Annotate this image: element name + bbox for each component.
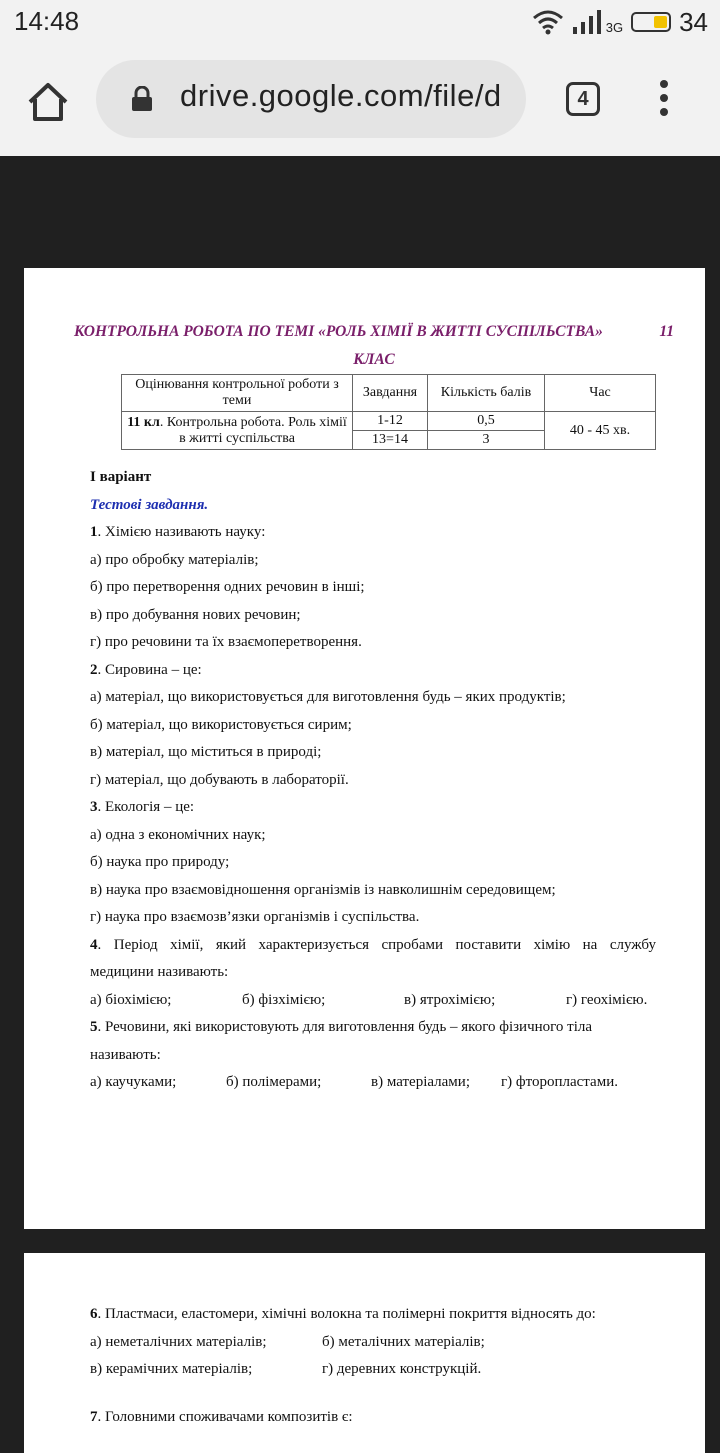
title-line2: КЛАС [353, 351, 395, 368]
table-cell: 0,5 [428, 412, 545, 431]
title-text: КОНТРОЛЬНА РОБОТА ПО ТЕМІ «РОЛЬ ХІМІЇ В ЖИТТІ СУСПІЛЬСТВА» [74, 323, 603, 340]
table-header-cell: Кількість балів [428, 375, 545, 412]
browser-toolbar [0, 44, 720, 156]
battery-icon [631, 12, 671, 32]
question-number: 4 [90, 936, 98, 953]
answer-options-row [90, 1329, 656, 1357]
network-type: 3G [605, 19, 624, 35]
answer-options-row [90, 1069, 656, 1097]
lock-icon [130, 86, 154, 112]
table-header-cell: Завдання [353, 375, 428, 412]
home-icon[interactable] [26, 80, 70, 124]
answer-option: а) каучуками; [90, 1074, 177, 1090]
table-cell-description [122, 412, 353, 450]
question-4: 4. Період хімії, який характеризується спробами поставити хімію на службу [90, 936, 656, 953]
description-text: . Контрольна робота. Роль хімії в житті суспільства [159, 414, 347, 446]
answer-option: г) наука про взаємозв’язки організмів і суспільства. [90, 909, 420, 925]
table-header-cell: Оцінювання контрольної роботи з теми [122, 375, 353, 412]
answer-option: а) одна з економічних наук; [90, 826, 266, 843]
question-5: 5. Речовини, які використовують для виготовлення будь – якого фізичного тіла [90, 1019, 593, 1035]
question-4-continued: медицини називають: [90, 964, 229, 980]
answer-option: а) неметалічних матеріалів; [90, 1333, 267, 1350]
question-6: 6. Пластмаси, еластомери, хімічні волокна та полімерні покриття відносять до: [90, 1306, 596, 1322]
answer-option: б) фізхімією; [242, 991, 326, 1008]
question-number: 6 [90, 1306, 98, 1322]
answer-option: г) деревних конструкцій. [322, 1361, 482, 1377]
question-1: 1. Хімією називають науку: [90, 524, 266, 540]
tab-switcher-button[interactable]: 4 [566, 82, 600, 116]
answer-option: в) матеріалами; [371, 1074, 470, 1090]
more-menu-icon[interactable] [652, 80, 676, 120]
question-number: 5 [90, 1019, 98, 1035]
answer-option: в) про добування нових речовин; [90, 606, 301, 623]
question-number: 2 [90, 661, 98, 678]
tests-heading: Тестові завдання. [90, 496, 209, 513]
table-cell: 13=14 [353, 431, 428, 450]
table-cell: 3 [428, 431, 545, 450]
status-time: 14:48 [14, 6, 80, 36]
answer-option: в) керамічних матеріалів; [90, 1361, 253, 1377]
question-7: 7. Головними споживачами композитів є: [90, 1408, 353, 1425]
status-bar [0, 0, 720, 44]
table-row [122, 412, 656, 431]
document-title [74, 318, 674, 374]
answer-options-row [90, 987, 656, 1015]
answer-option: г) фторопластами. [501, 1074, 618, 1090]
answer-option: а) матеріал, що використовується для виготовлення будь – яких продуктів; [90, 689, 566, 705]
answer-option: б) наука про природу; [90, 854, 230, 870]
wifi-icon [532, 9, 564, 35]
document-body-page-2 [90, 1301, 656, 1431]
table-cell-time: 40 - 45 хв. [545, 412, 656, 450]
answer-option: г) геохімією. [566, 991, 648, 1008]
url-bar[interactable] [96, 60, 526, 138]
answer-option: в) матеріал, що міститься в природі; [90, 744, 322, 760]
status-icons [532, 6, 708, 38]
document-page-1 [24, 268, 705, 1229]
answer-option: в) ятрохімією; [404, 991, 496, 1008]
document-page-2 [24, 1253, 705, 1453]
answer-options-row [90, 1356, 656, 1384]
question-number: 3 [90, 799, 98, 815]
title-grade: 11 [659, 323, 674, 340]
battery-level: 34 [679, 6, 708, 37]
table-header-row [122, 375, 656, 412]
url-text[interactable]: drive.google.com/file/d [180, 78, 502, 113]
variant-heading: I варіант [90, 469, 152, 485]
signal-icon [572, 9, 602, 35]
question-5-continued: називають: [90, 1046, 161, 1063]
assessment-table [121, 374, 656, 450]
answer-option: а) про обробку матеріалів; [90, 551, 259, 568]
answer-option: г) про речовини та їх взаємоперетворення. [90, 634, 362, 650]
grade-label: 11 кл [127, 414, 160, 430]
question-3: 3. Екологія – це: [90, 799, 195, 815]
table-cell: 1-12 [353, 412, 428, 431]
question-number: 1 [90, 524, 98, 540]
answer-option: б) металічних матеріалів; [322, 1333, 485, 1350]
question-2: 2. Сировина – це: [90, 661, 202, 678]
spacer [90, 1384, 656, 1404]
answer-option: б) матеріал, що використовується сирим; [90, 716, 352, 733]
answer-option: а) біохімією; [90, 991, 172, 1008]
document-body [90, 464, 656, 1097]
answer-option: б) про перетворення одних речовин в інші; [90, 579, 365, 595]
answer-option: г) матеріал, що добувають в лабораторії. [90, 771, 349, 788]
table-header-cell: Час [545, 375, 656, 412]
question-number: 7 [90, 1408, 98, 1425]
answer-option: б) полімерами; [226, 1074, 322, 1090]
answer-option: в) наука про взаємовідношення організмів із навколишнім середовищем; [90, 881, 556, 898]
